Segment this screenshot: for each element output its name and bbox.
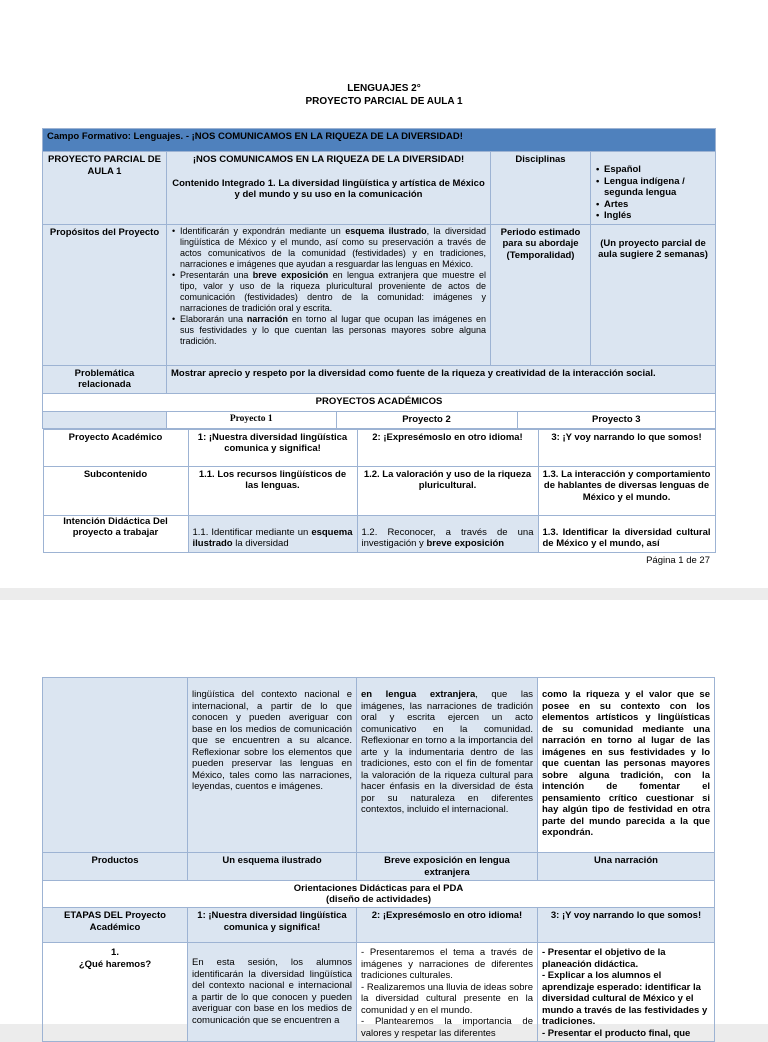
problematica-label: Problemática relacionada [43,365,167,393]
disciplina-item: • Lengua indígena / segunda lengua [604,176,711,199]
empty-cell [43,411,167,428]
proyecto-academico-2: 2: ¡Expresémoslo en otro idioma! [357,429,538,466]
que-haremos-label: ¿Qué haremos? [78,958,152,970]
page-number: Página 1 de 27 [646,555,710,566]
producto-2: Breve exposición en lengua extranjera [357,853,538,881]
intencion-2: 1.2. Reconocer, a través de una investigación y breve exposición [357,515,538,552]
problematica-value: Mostrar aprecio y respeto por la diversidad como fuente de la riqueza y creatividad de la interacción social. [167,365,716,393]
propositos-label: Propósitos del Proyecto [43,224,167,365]
disciplina-item: • Artes [604,199,711,211]
proyectos-academicos-header: PROYECTOS ACADÉMICOS [43,393,716,411]
intencion-2-cont: en lengua extranjera, que las imágenes, las narraciones de tradición oral y escrita ejercen un acto comunicativo en la comunidad. Reflexionar en torno a la importancia del arte y la indumentaria dentro de las tradiciones, esto con el fin de fomentar la valoración de la riqueza cultural para hacer énfasis en la diversidad de ésta por su naturaleza en diferentes contextos, incluido el internacional. [357,678,538,853]
contenido-integrado: Contenido Integrado 1. La diversidad lingüística y artística de México y del mundo y su uso en la comunicación [172,177,485,200]
proposito-item: • Elaborarán una narración en torno al lugar que ocupan las imágenes en sus festividades y lo que cuentan las personas mayores sobre alguna tradición. [180,314,486,347]
doc-title-subject: LENGUAJES 2° [347,83,421,94]
intencion-1: 1.1. Identificar mediante un esquema ilustrado la diversidad [188,515,357,552]
project-table [42,128,716,553]
disciplina-item: • Inglés [604,210,711,222]
periodo-value: (Un proyecto parcial de aula sugiere 2 semanas) [591,224,716,365]
continuation-table [42,677,715,1042]
academic-rows [43,428,716,553]
etapa-2: 2: ¡Expresémoslo en otro idioma! [357,908,538,943]
subcontenido-2: 1.2. La valoración y uso de la riqueza pluricultural. [357,466,538,515]
disciplinas-cell [591,152,716,225]
proyectos-subtable [167,412,715,428]
etapas-label: ETAPAS DEL Proyecto Académico [43,908,188,943]
producto-3: Una narración [538,853,715,881]
subcontenido-3: 1.3. La interacción y comportamiento de hablantes de diversas lenguas de México y el mundo. [538,466,715,515]
doc-title-project: PROYECTO PARCIAL DE AULA 1 [305,96,463,107]
proyecto-parcial-label: PROYECTO PARCIAL DE AULA 1 [43,152,167,225]
proyecto-academico-label: Proyecto Académico [43,429,188,466]
que-haremos-3: - Presentar el objetivo de la planeación didáctica. - Explicar a los alumnos el aprendizaje esperado: identificar la diversidad cultural de México y el mundo a través de las festividades y tradiciones. - Presentar el producto final, que [538,943,715,1042]
proposito-item: • Presentarán una breve exposición en lengua extranjera que muestre el tipo, valor y uso de la riqueza pluricultural proveniente de actos de comunicación (festividades) dentro de la comunidad: imágenes y narraciones de tradición oral y escrita. [180,270,486,314]
que-haremos-1: En esta sesión, los alumnos identificarán la diversidad lingüística del contexto nacional e internacional a partir de lo que conocen y pueden averiguar con base en los medios de comunicación que se encuentren a [188,943,357,1042]
propositos-list [171,226,486,347]
proyecto-academico-1: 1: ¡Nuestra diversidad lingüística comunica y significa! [188,429,357,466]
proyecto-academico-3: 3: ¡Y voy narrando lo que somos! [538,429,715,466]
page-2 [0,600,768,1039]
que-haremos-number: 1. [111,947,119,958]
intencion-label: Intención Didáctica Del proyecto a trabajar [43,515,188,552]
proyecto-3-header: Proyecto 3 [591,413,641,425]
producto-1: Un esquema ilustrado [188,853,357,881]
proyecto-parcial-cell [167,152,491,225]
que-haremos-cell [43,943,188,1042]
productos-label: Productos [43,853,188,881]
orientaciones-subtitle: (diseño de actividades) [325,894,432,905]
disciplina-item: • Español [604,164,711,176]
proyectos-header-row [167,411,716,428]
intencion-1-cont: lingüística del contexto nacional e internacional, a partir de lo que conocen y pueden averiguar con base en los medios de comunicación que se encuentren a su alcance. Reflexionar sobre los elementos que pueden preservar las lenguas en México, tales como las narraciones, leyendas, cuentos e imágenes. [188,678,357,853]
orientaciones-header [43,881,715,908]
proyecto-parcial-title: ¡NOS COMUNICAMOS EN LA RIQUEZA DE LA DIVERSIDAD! [192,154,465,165]
academic-subtable [43,429,716,553]
disciplinas-label: Disciplinas [491,152,591,225]
empty-cell [43,678,188,853]
proyecto-1-header: Proyecto 1 [167,412,336,428]
proyecto-2-header: Proyecto 2 [336,412,517,428]
subcontenido-1: 1.1. Los recursos lingüísticos de las lenguas. [188,466,357,515]
etapa-1: 1: ¡Nuestra diversidad lingüística comunica y significa! [188,908,357,943]
propositos-cell [167,224,491,365]
campo-formativo-header: Campo Formativo: Lenguajes. - ¡NOS COMUNICAMOS EN LA RIQUEZA DE LA DIVERSIDAD! [43,129,716,152]
subcontenido-label: Subcontenido [43,466,188,515]
intencion-3-cont: como la riqueza y el valor que se posee en su contexto con los elementos artísticos y lingüísticas de su comunidad mediante una narración en torno al lugar de las imágenes en sus festividades y lo que cuentan las personas mayores sobre alguna tradición, con la intención de fomentar el pensamiento crítico cuestionar si hay algún tipo de festividad en otra parte del mundo parecida a la que expondrán. [538,678,715,853]
proposito-item: • Identificarán y expondrán mediante un esquema ilustrado, la diversidad lingüística de México y el mundo, así como su preservación a través de actos comunicativos de la comunidad (festividades) y en tradiciones, narraciones e imágenes que ayudan a resguardar las lenguas en México. [180,226,486,270]
etapa-3: 3: ¡Y voy narrando lo que somos! [538,908,715,943]
periodo-label: Periodo estimado para su abordaje (Temporalidad) [491,224,591,365]
que-haremos-2: - Presentaremos el tema a través de imágenes y narraciones de diferentes tradiciones culturales. - Realizaremos una lluvia de ideas sobre la diversidad cultural presente en la comunidad y en el mundo. - Plantearemos la importancia de valores y respetar las diferentes [357,943,538,1042]
orientaciones-title: Orientaciones Didácticas para el PDA [293,883,464,894]
disciplinas-list [595,164,711,222]
intencion-3: 1.3. Identificar la diversidad cultural de México y el mundo, así [538,515,715,552]
